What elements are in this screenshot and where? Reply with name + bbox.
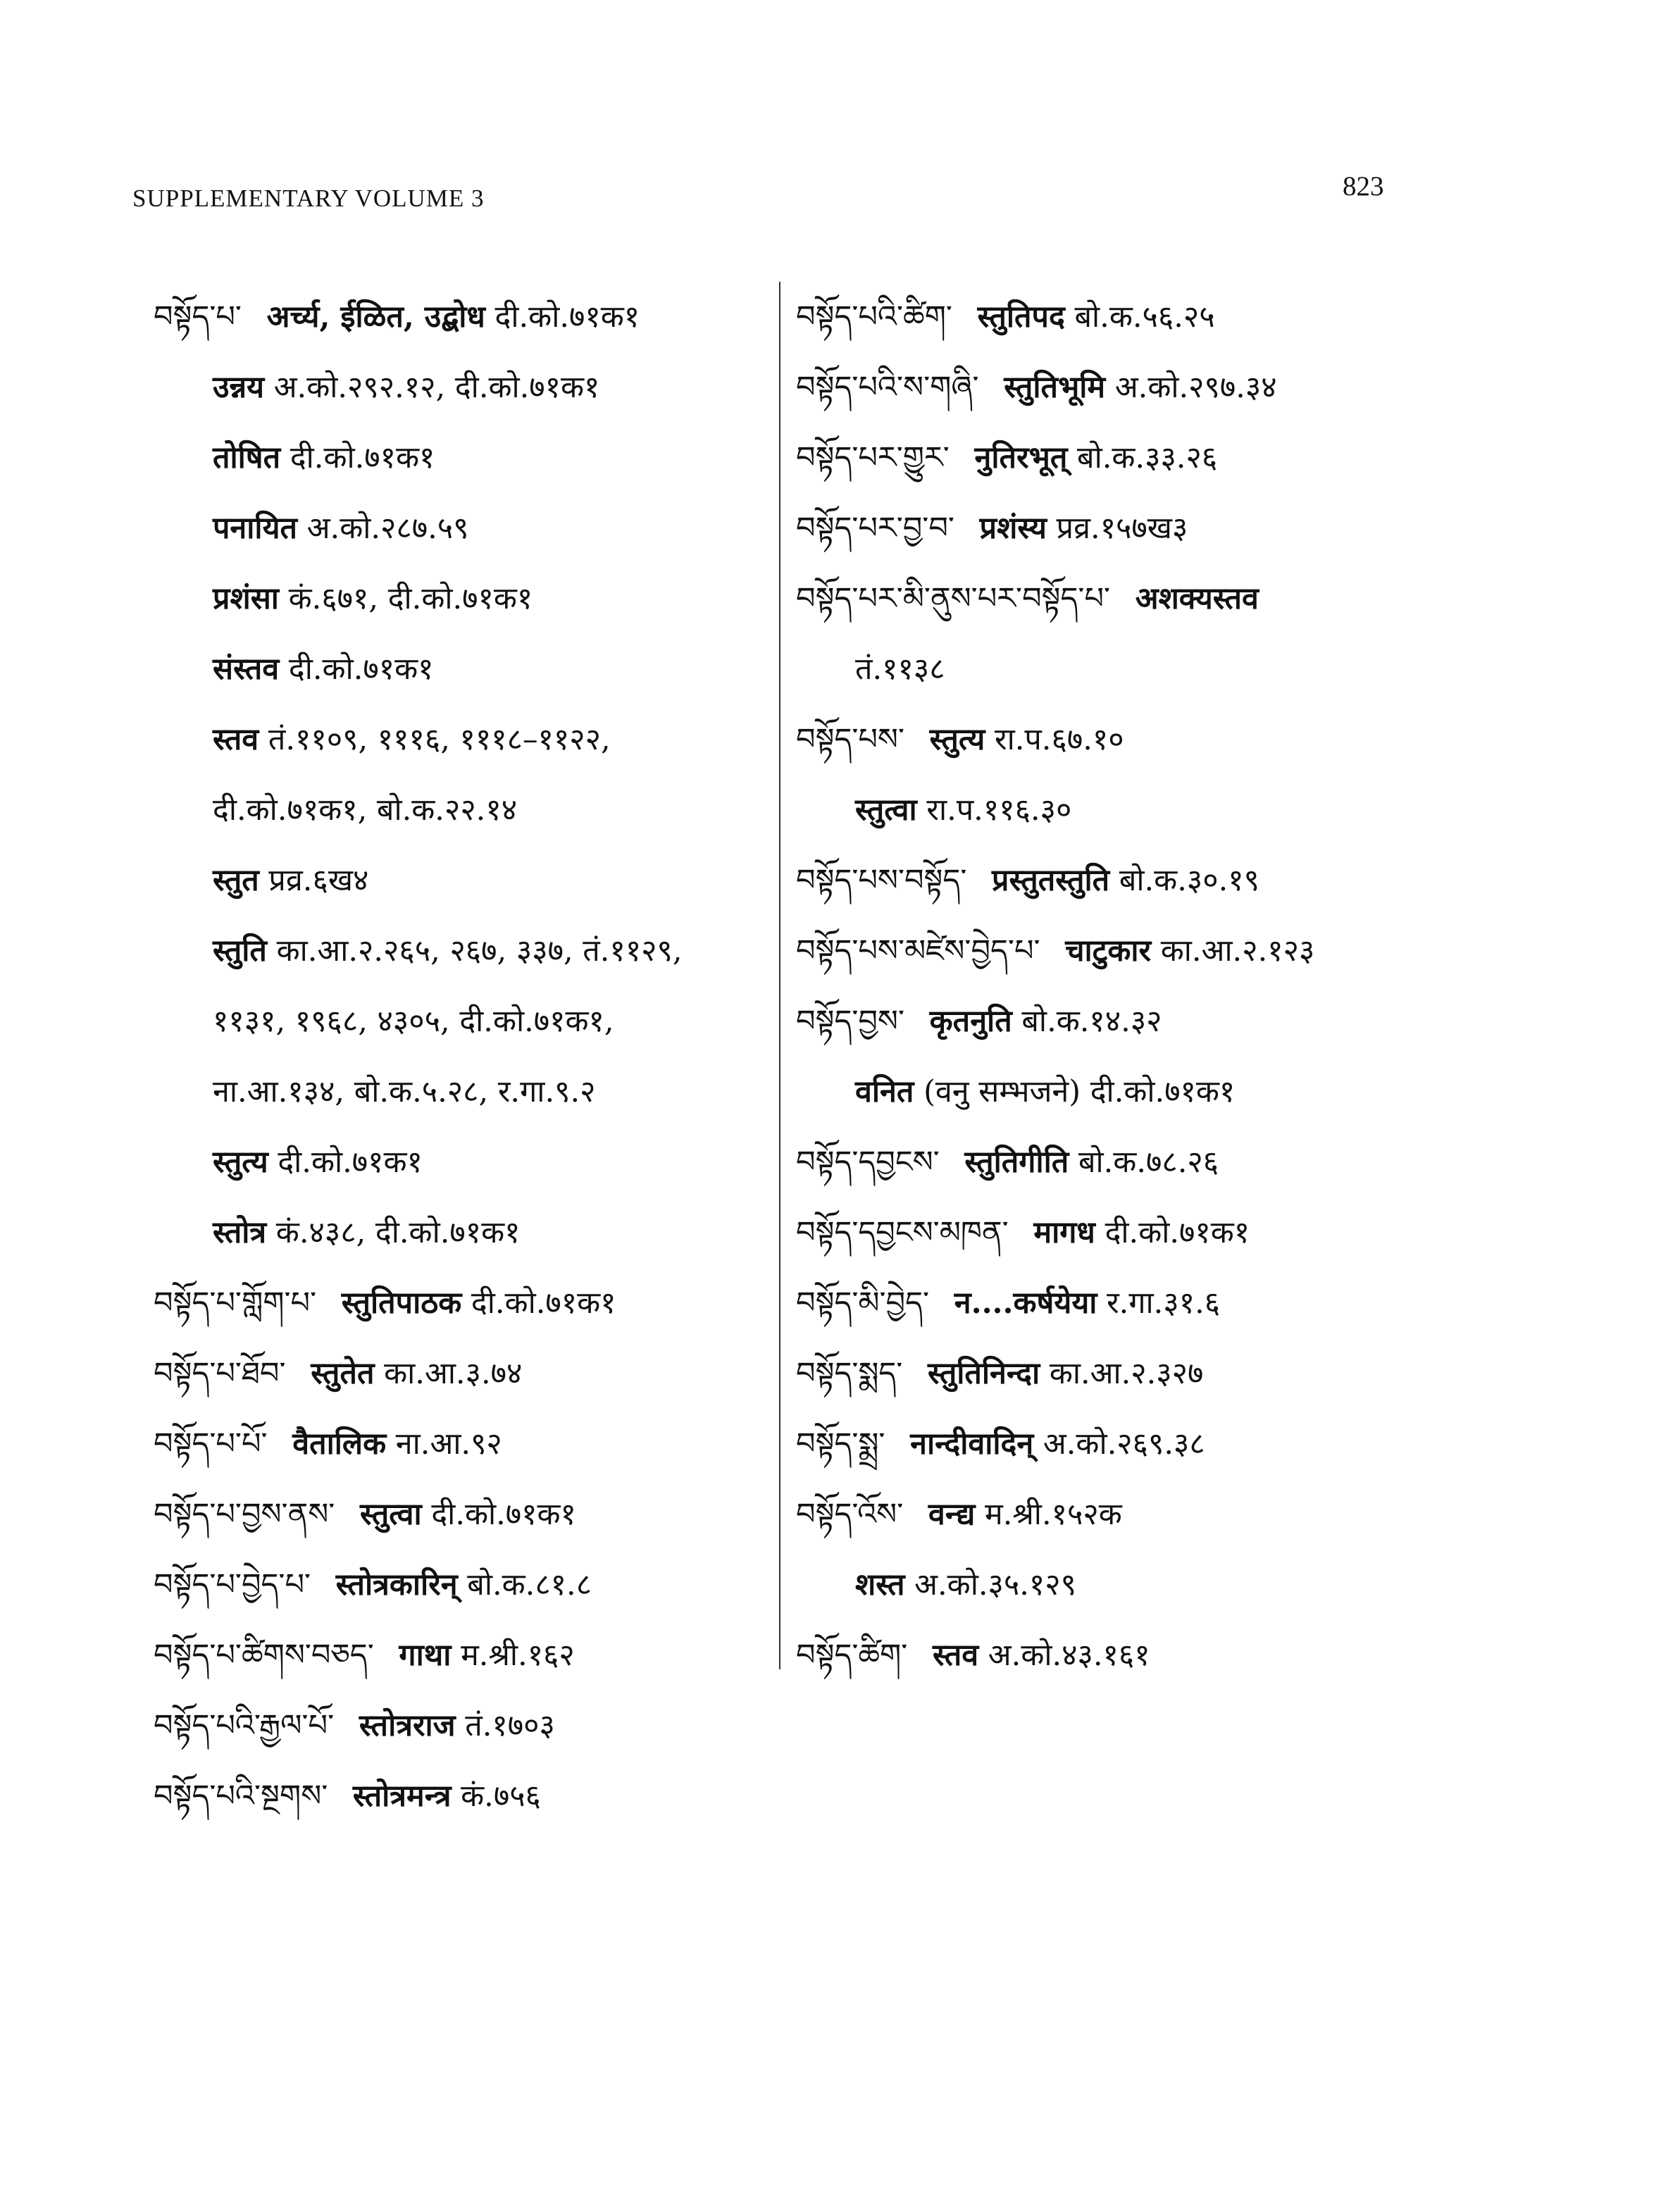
tibetan-headword: བསྟོད་པ་ཐོབ་ [154,1356,286,1391]
source-reference: दी.को.७१क१ [471,1285,616,1321]
source-reference: दी.को.७१क१, बो.क.२२.१४ [213,792,518,828]
dictionary-entry [154,1127,788,1197]
tibetan-headword: བསྟོད་དབྱངས་མཁན་ [796,1215,1009,1250]
tibetan-headword: བསྟོད་བྱས་ [796,1004,904,1039]
sanskrit-equivalent: स्तुतिपाठक [341,1285,462,1321]
sanskrit-equivalent: स्तुत [213,863,259,898]
dictionary-entry [154,1057,788,1127]
dictionary-entry [154,1691,788,1761]
source-reference: म.श्री.१६२ [461,1638,575,1673]
source-reference: अ.को.२९७.३४ [1114,370,1277,405]
source-reference: तं.१७०३ [465,1708,555,1743]
source-reference: का.आ.२.२६५, २६७, ३३७, तं.११२९, [276,933,683,969]
tibetan-headword: བསྟོད་མི་བྱེད་ [796,1285,930,1321]
sanskrit-equivalent: प्रशंसा [213,581,279,616]
dictionary-entry [154,1761,788,1831]
tibetan-headword: བསྟོད་པ་པོ་ [154,1426,268,1462]
sanskrit-equivalent: पनायित [213,511,298,546]
dictionary-entry [796,1338,1472,1409]
sanskrit-equivalent: नुतिरभूत् [974,440,1068,475]
sanskrit-equivalent: स्तुत्वा [855,792,917,828]
source-reference: तं.११३८ [855,652,945,687]
source-reference: बो.क.५६.२५ [1074,299,1215,335]
source-reference: बो.क.३३.२६ [1077,440,1218,475]
sanskrit-equivalent: स्तव [213,722,259,757]
tibetan-headword: བསྟོད་པ་གློག་པ་ [154,1285,317,1321]
source-reference: र.गा.३१.६ [1107,1285,1221,1321]
tibetan-headword: བསྟོད་པར་གྱུར་ [796,440,950,475]
source-reference: दी.को.७१क१ [278,1145,423,1180]
source-reference: अ.को.२६९.३८ [1043,1426,1205,1462]
source-reference: बो.क.१४.३२ [1021,1004,1162,1039]
dictionary-entry [796,1479,1472,1550]
source-reference: का.आ.३.७४ [384,1356,523,1391]
dictionary-entry [796,634,1472,704]
source-reference: दी.को.७१क१ [494,299,640,335]
dictionary-entry [154,1409,788,1479]
sanskrit-equivalent: स्तोत्रकारिन् [335,1567,458,1602]
tibetan-headword: བསྟོད་དབྱངས་ [796,1145,940,1180]
sanskrit-equivalent: मागध [1033,1215,1095,1250]
sanskrit-equivalent: तोषित [213,440,281,475]
tibetan-headword: བསྟོད་པས་བསྟོད་ [796,863,967,898]
source-reference: अ.को.२९२.१२, दी.को.७१क१ [273,370,600,405]
dictionary-entry [154,916,788,986]
source-reference: अ.को.४३.१६१ [988,1638,1150,1673]
tibetan-headword: བསྟོད་སྨད་ [796,1356,903,1391]
source-reference: प्रव्र.६ख४ [268,863,369,898]
source-reference: दी.को.७१क१ [290,440,435,475]
dictionary-entry [154,1620,788,1691]
right-column [796,282,1472,1691]
dictionary-entry [154,1550,788,1620]
dictionary-entry [154,704,788,775]
sanskrit-equivalent: स्तोत्रमन्त्र [352,1779,452,1814]
source-reference: (वनु सम्भजने) दी.को.७१क१ [923,1074,1236,1109]
sanskrit-equivalent: नान्दीवादिन् [910,1426,1034,1462]
sanskrit-equivalent: स्तोत्र [213,1215,267,1250]
sanskrit-equivalent: स्तुतिपद [977,299,1065,335]
sanskrit-equivalent: चाटुकार [1065,933,1152,969]
sanskrit-equivalent: वन्द्य [928,1497,976,1532]
sanskrit-equivalent: उन्नय [213,370,265,405]
tibetan-headword: བསྟོད་འོས་ [796,1497,904,1532]
tibetan-headword: བསྟོད་ཚིག་ [796,1638,908,1673]
dictionary-entry [796,1268,1472,1338]
source-reference: अ.को.२८७.५९ [306,511,469,546]
dictionary-entry [154,564,788,634]
source-reference: का.आ.२.१२३ [1160,933,1315,969]
sanskrit-equivalent: अर्च्य, ईळित, उद्बोध [266,299,485,335]
sanskrit-equivalent: प्रशंस्य [979,511,1047,546]
dictionary-entry [154,845,788,916]
sanskrit-equivalent: वनित [855,1074,914,1109]
source-reference: कं.७५६ [461,1779,541,1814]
tibetan-headword: བསྟོད་པ་བྱེད་པ་ [154,1567,311,1602]
tibetan-headword: བསྟོད་པ་ [154,299,242,335]
source-reference: दी.को.७१क१ [431,1497,576,1532]
sanskrit-equivalent: शस्त [855,1567,905,1602]
source-reference: कं.४३८, दी.को.७१क१ [275,1215,521,1250]
dictionary-entry [796,282,1472,352]
tibetan-headword: བསྟོད་པའི་ཚིག་ [796,299,952,335]
source-reference: ११३१, १९६८, ४३०५, दी.को.७१क१, [213,1004,614,1039]
source-reference: रा.प.६७.१० [994,722,1124,757]
tibetan-headword: བསྟོད་པས་མཛེས་བྱེད་པ་ [796,933,1040,969]
dictionary-entry [154,986,788,1057]
sanskrit-equivalent: कृतनुति [929,1004,1012,1039]
dictionary-entry [796,704,1472,775]
sanskrit-equivalent: वैतालिक [292,1426,387,1462]
sanskrit-equivalent: न....कर्षयेया [954,1285,1097,1321]
source-reference: ना.आ.१३४, बो.क.५.२८, र.गा.९.२ [213,1074,596,1109]
page-number: 823 [1343,171,1384,201]
dictionary-entry [796,845,1472,916]
source-reference: कं.६७१, दी.को.७१क१ [288,581,533,616]
tibetan-headword: བསྟོད་པ་བྱས་ནས་ [154,1497,335,1532]
source-reference: दी.को.७१क१ [1105,1215,1250,1250]
dictionary-entry [796,493,1472,564]
sanskrit-equivalent: स्तुत्य [929,722,985,757]
running-title: SUPPLEMENTARY VOLUME 3 [132,185,485,212]
sanskrit-equivalent: स्तुतेत [311,1356,375,1391]
sanskrit-equivalent: स्तोत्रराज [359,1708,456,1743]
tibetan-headword: བསྟོད་པའི་རྒྱལ་པོ་ [154,1708,335,1743]
sanskrit-equivalent: अशक्यस्तव [1135,581,1259,616]
tibetan-headword: བསྟོད་པའི་སྔགས་ [154,1779,328,1814]
dictionary-entry [154,282,788,352]
dictionary-entry [154,423,788,493]
sanskrit-equivalent: संस्तव [213,652,280,687]
dictionary-entry [796,564,1472,634]
dictionary-entry [796,423,1472,493]
dictionary-entry [796,1550,1472,1620]
source-reference: का.आ.२.३२७ [1049,1356,1204,1391]
source-reference: प्रव्र.१५७ख३ [1056,511,1188,546]
sanskrit-equivalent: स्तुतिभूमि [1004,370,1106,405]
source-reference: बो.क.७८.२६ [1078,1145,1219,1180]
dictionary-entry [154,1479,788,1550]
dictionary-entry [154,775,788,845]
tibetan-headword: བསྟོད་པར་མི་ནུས་པར་བསྟོད་པ་ [796,581,1111,616]
source-reference: अ.को.३५.१२९ [914,1567,1076,1602]
dictionary-entry [154,634,788,704]
dictionary-entry [796,1620,1472,1691]
source-reference: बो.क.३०.१९ [1119,863,1259,898]
sanskrit-equivalent: स्तुतिगीति [964,1145,1069,1180]
source-reference: बो.क.८१.८ [467,1567,592,1602]
sanskrit-equivalent: स्तुत्वा [359,1497,422,1532]
sanskrit-equivalent: स्तुतिनिन्दा [928,1356,1040,1391]
sanskrit-equivalent: स्तुत्य [213,1145,268,1180]
tibetan-headword: བསྟོད་པས་ [796,722,904,757]
dictionary-entry [796,1127,1472,1197]
source-reference: तं.११०९, १११६, १११८–११२२, [268,722,611,757]
source-reference: ना.आ.९२ [395,1426,502,1462]
sanskrit-equivalent: स्तुति [213,933,267,969]
dictionary-entry [796,775,1472,845]
dictionary-entry [154,493,788,564]
column-divider [779,282,780,1669]
tibetan-headword: བསྟོད་པར་བྱ་བ་ [796,511,954,546]
sanskrit-equivalent: गाथा [399,1638,452,1673]
dictionary-entry [154,1268,788,1338]
left-column [154,282,788,1831]
tibetan-headword: བསྟོད་པ་ཚིགས་བཅད་ [154,1638,374,1673]
sanskrit-equivalent: स्तव [932,1638,979,1673]
dictionary-entry [796,1197,1472,1268]
dictionary-entry [154,352,788,423]
dictionary-entry [796,352,1472,423]
sanskrit-equivalent: प्रस्तुतस्तुति [992,863,1110,898]
tibetan-headword: བསྟོད་སྨྲ་ [796,1426,885,1462]
tibetan-headword: བསྟོད་པའི་ས་གཞི་ [796,370,979,405]
dictionary-entry [154,1197,788,1268]
source-reference: म.श्री.१५२क [984,1497,1122,1532]
source-reference: रा.प.११६.३० [926,792,1072,828]
source-reference: दी.को.७१क१ [288,652,434,687]
dictionary-entry [796,916,1472,986]
dictionary-entry [796,1057,1472,1127]
dictionary-entry [796,986,1472,1057]
dictionary-entry [796,1409,1472,1479]
dictionary-entry [154,1338,788,1409]
